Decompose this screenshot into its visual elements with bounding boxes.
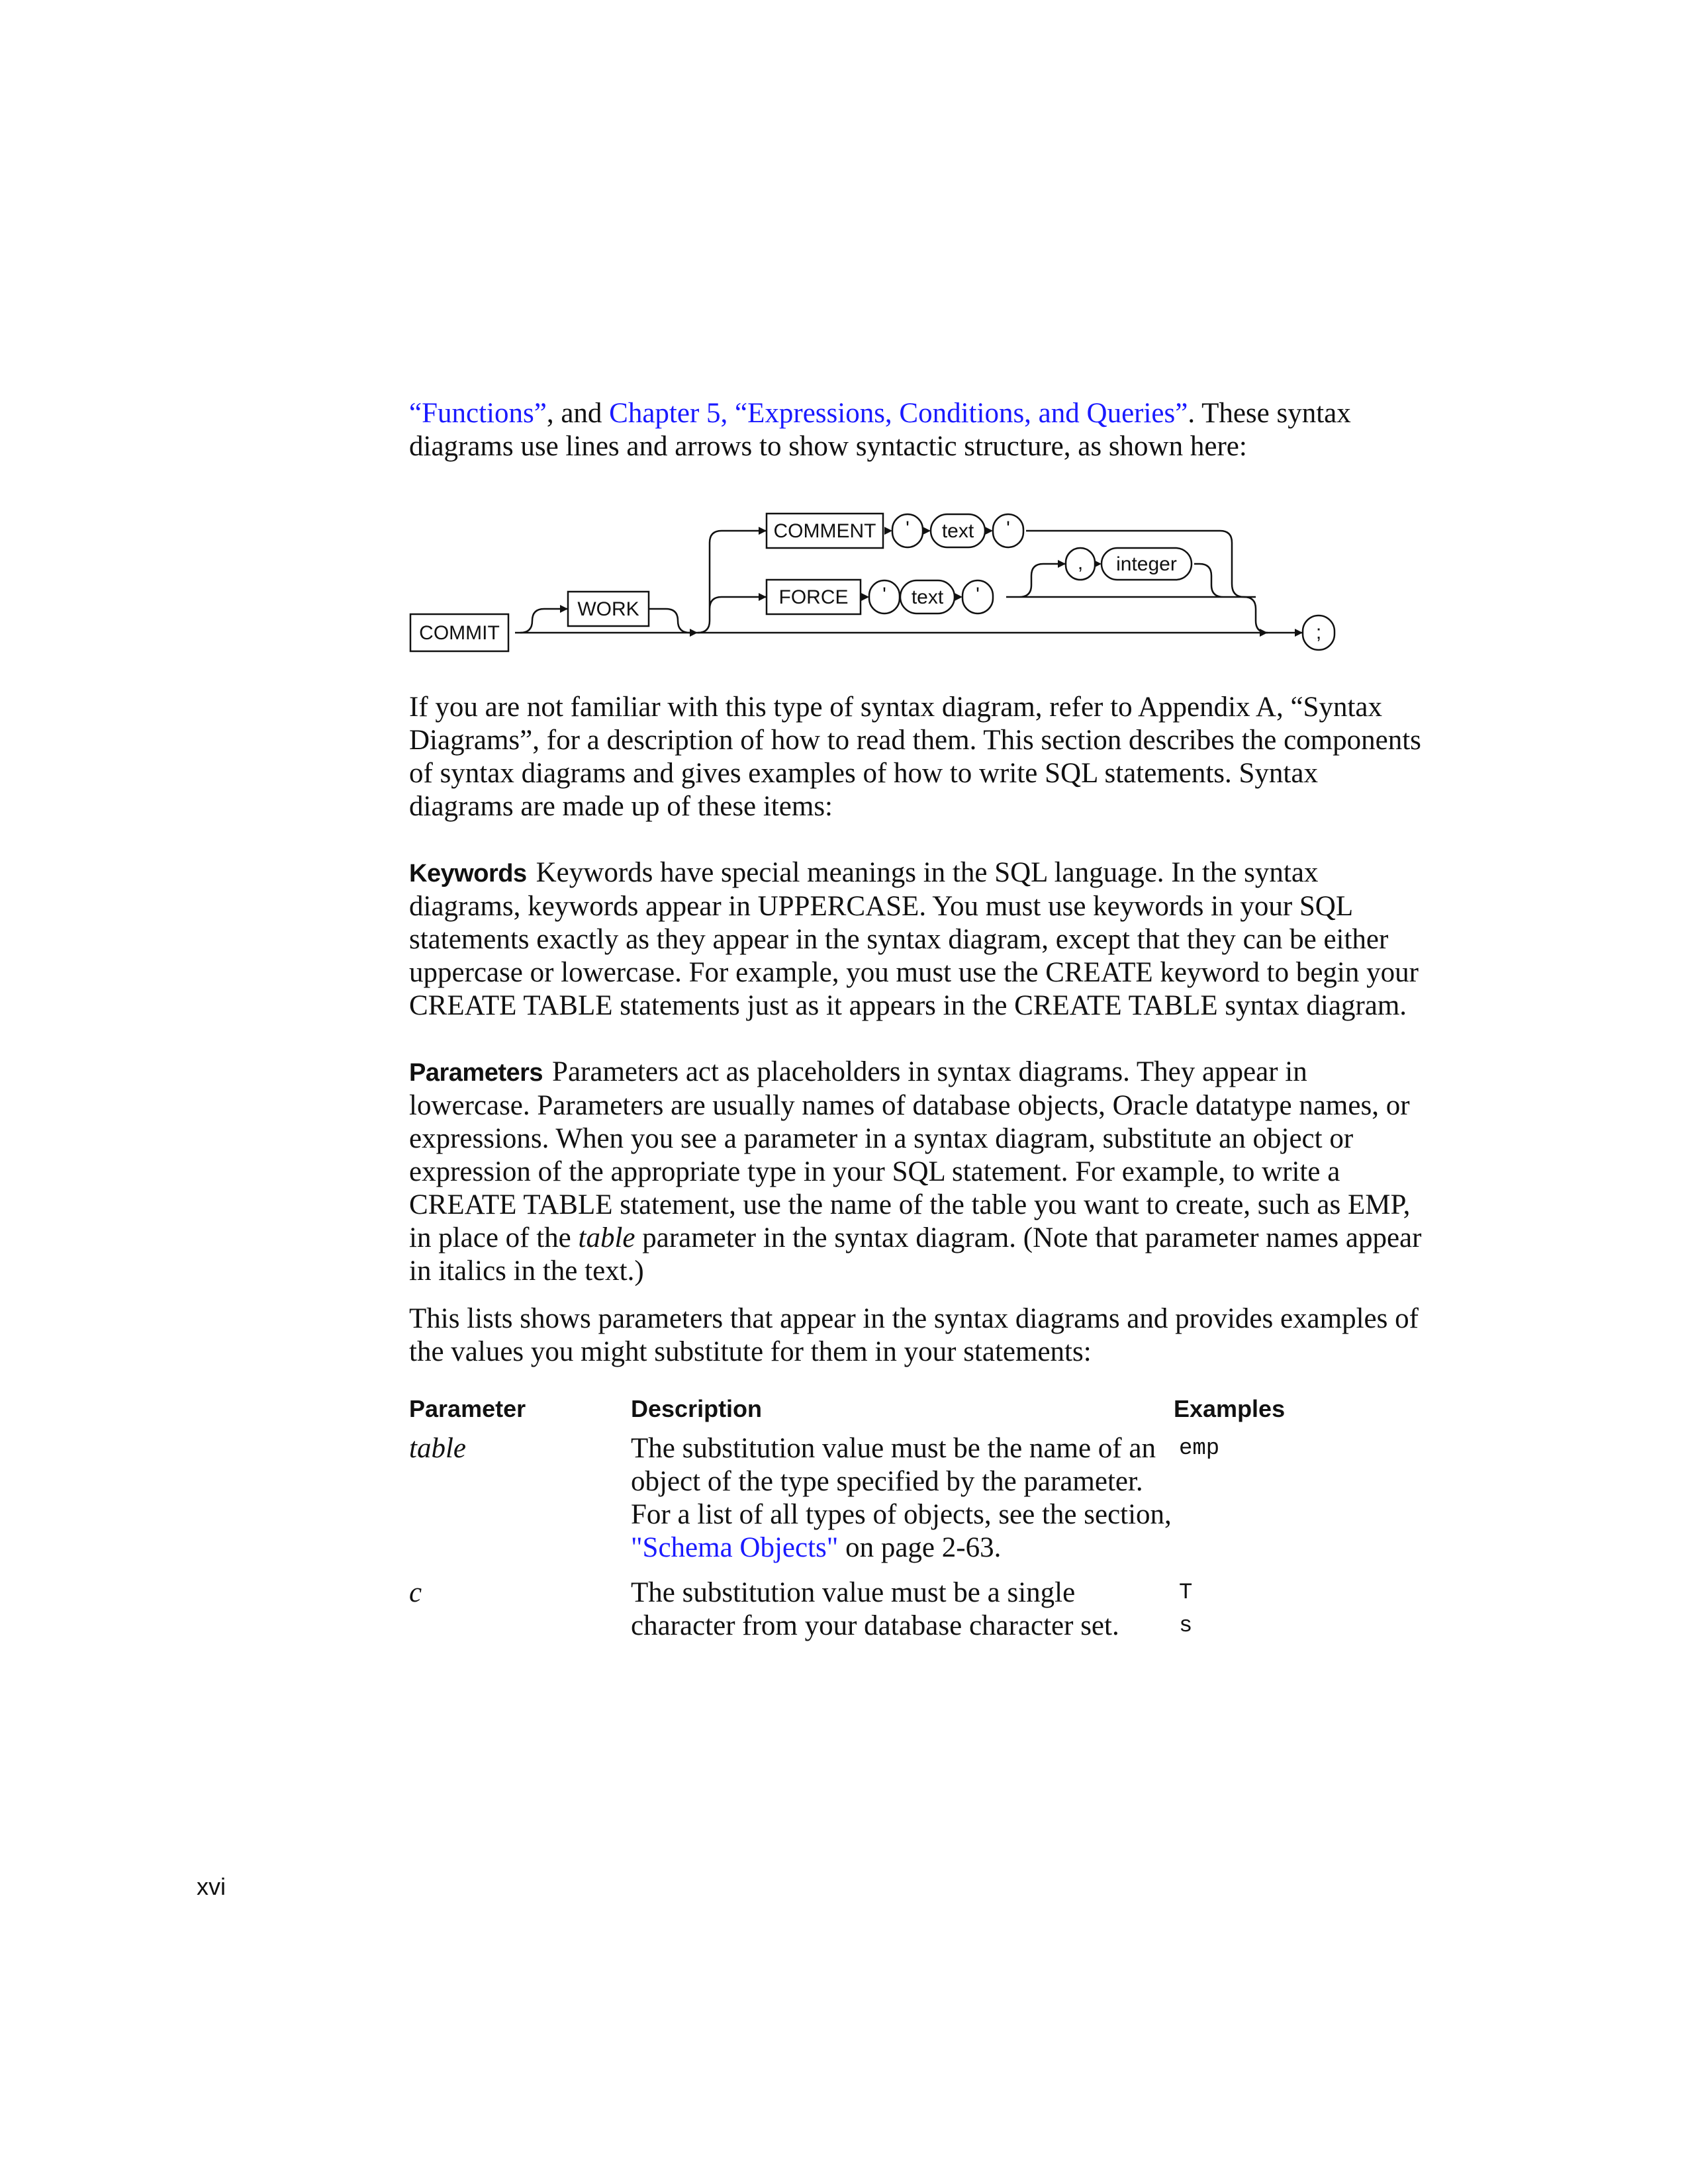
keywords-heading: Keywords bbox=[409, 860, 527, 887]
list-intro-paragraph: This lists shows parameters that appear in the syntax diagrams and provides examples of the values you might substitute for them in your statements: bbox=[409, 1303, 1419, 1367]
page-number: xvi bbox=[197, 1873, 226, 1900]
parameters-heading: Parameters bbox=[409, 1059, 543, 1087]
parameters-body-after: parameter in the syntax diagram. (Note that parameter names appear in italics in the text.) bbox=[409, 1222, 1422, 1287]
diagram-force-quote-close bbox=[962, 580, 993, 614]
diagram-comment-text bbox=[931, 514, 985, 547]
intro-paragraph bbox=[409, 397, 1429, 463]
integer-label: integer bbox=[1116, 553, 1177, 575]
force-quote-close-label: ' bbox=[976, 584, 980, 606]
commit-label: COMMIT bbox=[419, 622, 500, 644]
comma-label: , bbox=[1077, 552, 1084, 574]
diagram-comment-quote-open bbox=[892, 514, 923, 547]
param-examples bbox=[1174, 1576, 1429, 1655]
parameters-table bbox=[409, 1395, 1429, 1655]
commit-syntax-diagram bbox=[409, 487, 1429, 666]
param-description bbox=[631, 1432, 1174, 1576]
chapter5-link[interactable]: Chapter 5, “Expressions, Conditions, and Queries” bbox=[609, 398, 1188, 429]
force-quote-open-label: ' bbox=[882, 584, 886, 606]
appendix-paragraph: If you are not familiar with this type of syntax diagram, refer to Appendix A, “Syntax Diagrams”, for a description of how to read them. This section describes the components of syntax diagrams and gives examples of how to write SQL statements. Syntax diagrams are made up of these items: bbox=[409, 692, 1421, 822]
comment-quote-close-label: ' bbox=[1006, 518, 1010, 539]
intro-text-rest: . These syntax diagrams use lines and arrows to show syntactic structure, as shown here: bbox=[409, 398, 1351, 462]
table-row bbox=[409, 1576, 1429, 1655]
diagram-comment-keyword bbox=[767, 514, 883, 548]
page-content bbox=[409, 397, 1429, 1655]
parameters-body-before: Parameters act as placeholders in syntax diagrams. They appear in lowercase. Parameters are usually names of database objects, Oracle datatype names, or expressions. When you see a parameter in a syntax diagram, substitute an object or expression of the appropriate type in your SQL statement. For example, to write a CREATE TABLE statement, use the name of the table you want to create, such as EMP, in place of the bbox=[409, 1056, 1411, 1253]
diagram-commit-keyword bbox=[410, 614, 508, 651]
param-name: c bbox=[409, 1577, 422, 1608]
table-header-row bbox=[409, 1395, 1429, 1432]
diagram-comment-quote-close bbox=[993, 514, 1023, 547]
comment-quote-open-label: ' bbox=[906, 518, 910, 539]
param-description-text: The substitution value must be a single character from your database character set. bbox=[631, 1577, 1119, 1641]
param-example: emp bbox=[1179, 1436, 1220, 1461]
intro-text-and: , and bbox=[546, 398, 610, 429]
diagram-comment-return bbox=[1026, 531, 1268, 633]
comment-text-label: text bbox=[941, 520, 974, 542]
table-row bbox=[409, 1432, 1429, 1576]
keywords-body: Keywords have special meanings in the SQL language. In the syntax diagrams, keywords appear in UPPERCASE. You must use keywords in your SQL statements exactly as they appear in the syntax diagram, except that they can be either uppercase or lowercase. For example, you must use the CREATE keyword to begin your CREATE TABLE statements just as it appears in the CREATE TABLE syntax diagram. bbox=[409, 857, 1419, 1021]
diagram-force-keyword bbox=[767, 580, 861, 614]
comment-label: COMMENT bbox=[773, 520, 876, 542]
param-examples bbox=[1174, 1432, 1429, 1576]
diagram-comment-force-branch bbox=[698, 531, 767, 633]
functions-link[interactable]: “Functions” bbox=[409, 398, 547, 429]
parameters-body-italic: table bbox=[578, 1222, 635, 1253]
param-example: s bbox=[1179, 1614, 1193, 1639]
param-description bbox=[631, 1576, 1174, 1655]
parameters-paragraph bbox=[409, 1056, 1429, 1288]
keywords-paragraph bbox=[409, 856, 1429, 1023]
diagram-force-quote-open bbox=[869, 580, 900, 614]
param-example: T bbox=[1179, 1580, 1193, 1606]
diagram-force-text bbox=[900, 580, 955, 614]
param-description-tail: on page 2-63. bbox=[838, 1532, 1002, 1563]
force-text-label: text bbox=[911, 586, 944, 608]
param-name: table bbox=[409, 1433, 466, 1464]
diagram-integer bbox=[1102, 548, 1192, 580]
diagram-work-keyword bbox=[568, 592, 649, 626]
param-description-text: The substitution value must be the name of an object of the type specified by the parameter. For a list of all types of objects, see the section, bbox=[631, 1433, 1172, 1530]
header-description: Description bbox=[631, 1395, 763, 1422]
header-examples: Examples bbox=[1174, 1395, 1286, 1422]
semicolon-label: ; bbox=[1315, 621, 1322, 643]
header-parameter: Parameter bbox=[409, 1395, 526, 1422]
force-label: FORCE bbox=[778, 586, 849, 608]
schema-objects-link[interactable]: "Schema Objects" bbox=[631, 1532, 839, 1563]
diagram-semicolon bbox=[1303, 615, 1335, 650]
work-label: WORK bbox=[577, 598, 639, 620]
diagram-comma bbox=[1066, 548, 1095, 580]
